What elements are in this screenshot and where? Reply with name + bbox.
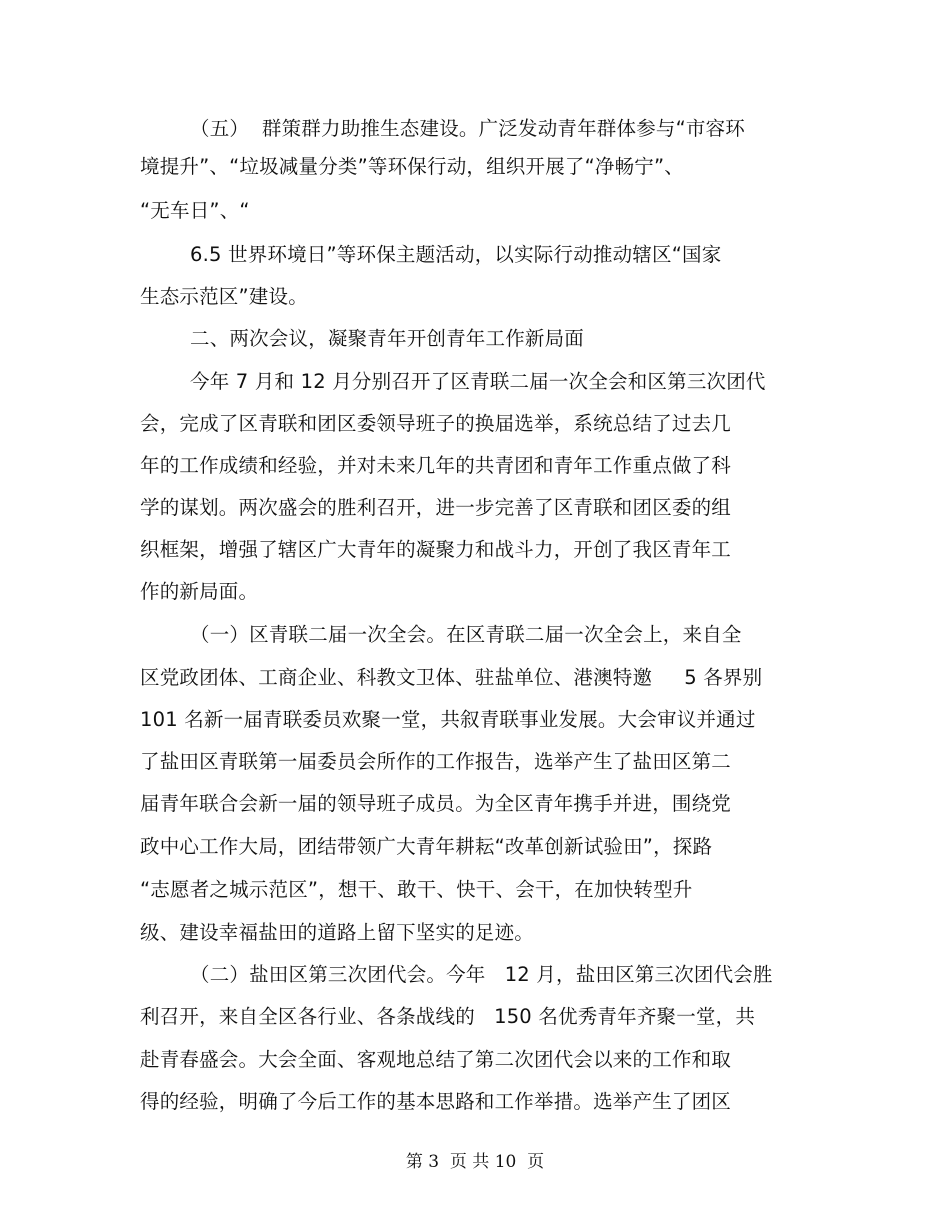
text-line: 了盐田区青联第一届委员会所作的工作报告，选举产生了盐田区第二 — [140, 750, 732, 773]
text-line: 区党政团体、工商企业、科教文卫体、驻盐单位、港澳特邀 5 各界别 — [140, 666, 763, 689]
text-line: 境提升”、“垃圾减量分类”等环保行动，组织开展了“净畅宁”、 — [140, 155, 685, 178]
text-line: 生态示范区”建设。 — [140, 285, 308, 308]
text-line: 101 名新一届青联委员欢聚一堂，共叙青联事业发展。大会审议并通过 — [140, 708, 756, 731]
section-heading: 二、两次会议，凝聚青年开创青年工作新局面 — [190, 327, 585, 350]
text-line: 级、建设幸福盐田的道路上留下坚实的足迹。 — [140, 921, 535, 944]
text-line: （一）区青联二届一次全会。在区青联二届一次全会上，来自全 — [190, 623, 742, 646]
text-line: 政中心工作大局，团结带领广大青年耕耘“改革创新试验田”，探路 — [140, 835, 713, 858]
text-line: 届青年联合会新一届的领导班子成员。为全区青年携手并进，围绕党 — [140, 792, 732, 815]
text-line: 今年 7 月和 12 月分别召开了区青联二届一次全会和区第三次团代 — [190, 370, 766, 393]
text-line: “志愿者之城示范区”，想干、敢干、快干、会干，在加快转型升 — [140, 878, 693, 901]
text-line: 作的新局面。 — [140, 580, 259, 603]
text-line: “无车日”、“ — [140, 199, 250, 222]
text-line: 6.5 世界环境日”等环保主题活动，以实际行动推动辖区“国家 — [190, 243, 722, 266]
text-line: （五） 群策群力助推生态建设。广泛发动青年群体参与“市容环 — [190, 117, 745, 140]
text-line: 赴青春盛会。大会全面、客观地总结了第二次团代会以来的工作和取 — [140, 1048, 732, 1071]
text-line: 学的谋划。两次盛会的胜利召开，进一步完善了区青联和团区委的组 — [140, 496, 732, 519]
text-line: （二）盐田区第三次团代会。今年 12 月，盐田区第三次团代会胜 — [190, 963, 773, 986]
text-line: 得的经验，明确了今后工作的基本思路和工作举措。选举产生了团区 — [140, 1090, 732, 1113]
text-line: 利召开，来自全区各行业、各条战线的 150 名优秀青年齐聚一堂，共 — [140, 1005, 756, 1028]
text-line: 织框架，增强了辖区广大青年的凝聚力和战斗力，开创了我区青年工 — [140, 538, 732, 561]
page-number-footer: 第 3 页 共 10 页 — [405, 1152, 545, 1172]
text-line: 会，完成了区青联和团区委领导班子的换届选举，系统总结了过去几 — [140, 412, 732, 435]
text-line: 年的工作成绩和经验，并对未来几年的共青团和青年工作重点做了科 — [140, 454, 732, 477]
